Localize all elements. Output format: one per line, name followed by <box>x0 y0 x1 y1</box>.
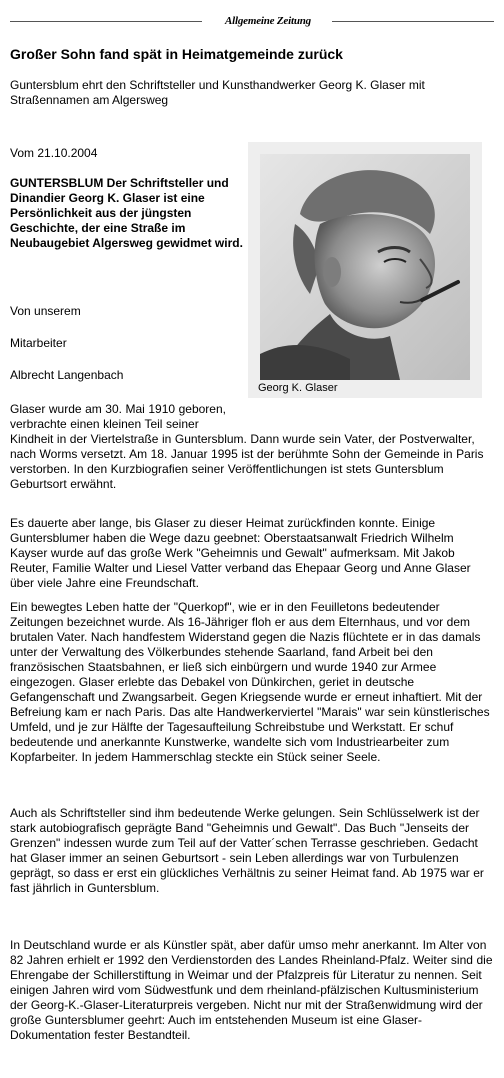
photo-caption: Georg K. Glaser <box>258 382 338 394</box>
paragraph-2: Es dauerte aber lange, bis Glaser zu dieser Heimat zurückfinden konnte. Einige Guntersblumer haben die Wege dazu geebnet: Oberstaatsanwalt Friedrich Wilhelm Kayser wurde auf das große Werk "Geheimnis und Gewalt" aufmerksam. Mit Jakob Reuter, Familie Walter und Liesel Vatter verband das Ehepaar Georg und Anne Glaser über viele Jahre eine Freundschaft. <box>10 516 471 590</box>
article-subtitle: Guntersblum ehrt den Schriftsteller und Kunsthandwerker Georg K. Glaser mit Straßennamen am Algersweg <box>10 78 425 107</box>
masthead <box>10 12 494 28</box>
newspaper-logo: Allgemeine Zeitung <box>225 15 311 27</box>
photo-frame <box>248 142 482 398</box>
paragraph-4: Auch als Schriftsteller sind ihm bedeutende Werke gelungen. Sein Schlüsselwerk ist der stark autobiografisch geprägte Band "Geheimnis und Gewalt". Das Buch "Jenseits der Grenzen" indessen wurde zum Teil auf der Vatter´schen Terrasse geschrieben. Gedacht hat Glaser immer an seinen Geburtsort - sein Leben allerdings war von Turbulenzen geprägt, so dass er erst ein glückliches Verhältnis zu seiner Heimat fand. Ab 1975 war er fast jährlich in Guntersblum. <box>10 806 484 895</box>
masthead-rule-right <box>332 21 494 22</box>
byline-line-1: Von unserem <box>10 304 81 318</box>
paragraph-1: Kindheit in der Viertelstraße in Guntersblum. Dann wurde sein Vater, der Postverwalter, nach Worms versetzt. Am 18. Januar 1995 ist der berühmte Sohn der Gemeinde in Paris verstorben. In den Kurzbiografien seiner Veröffentlichungen ist stets Guntersblum Geburtsort erwähnt. <box>10 432 484 491</box>
paragraph-1-start: Glaser wurde am 30. Mai 1910 geboren, verbrachte einen kleinen Teil seiner <box>10 402 226 431</box>
paragraph-3: Ein bewegtes Leben hatte der "Querkopf", wie er in den Feuilletons bedeutender Zeitungen bezeichnet wurde. Als 16-Jähriger floh er aus dem Elternhaus, und vor dem brutalen Vater. Nach handfestem Widerstand gegen die Nazis flüchtete er in das damals unter der Verwaltung des Völkerbundes stehende Saarland, fand Arbeit bei den französischen Staatsbahnen, er ließ sich einbürgern und wurde 1940 zur Armee eingezogen. Glaser erlebte das Debakel von Dünkirchen, geriet in deutsche Gefangenschaft und Zwangsarbeit. Gegen Kriegsende wurde er erneut inhaftiert. Mit der Befreiung kam er nach Paris. Das alte Handwerkerviertel "Marais" war sein künstlerisches Umfeld, und je zur Hälfte der Tagesaufteilung Schreibstube und Werkstatt. Er schuf bedeutende und anerkannte Kunstwerke, wandelte sich vom Industriearbeiter zum Kopfarbeiter. In jedem Hammerschlag steckte ein Stück seiner Seele. <box>10 600 490 764</box>
byline-line-2: Mitarbeiter <box>10 336 67 350</box>
article-date: Vom 21.10.2004 <box>10 146 98 160</box>
paragraph-5: In Deutschland wurde er als Künstler spät, aber dafür umso mehr anerkannt. Im Alter von 82 Jahren erhielt er 1992 den Verdienstorden des Landes Rheinland-Pfalz. Weiter sind die Ehrengabe der Schillerstiftung in Weimar und der Pfalzpreis für Literatur zu nennen. Seit einigen Jahren wird vom Südwestfunk und dem rheinland-pfälzischen Kultusministerium der Georg-K.-Glaser-Literaturpreis vergeben. Nicht nur mit der Straßenwidmung wird der große Guntersblumer geehrt: Auch im entstehenden Museum ist eine Glaser-Dokumentation fester Bestandteil. <box>10 938 493 1042</box>
byline-author: Albrecht Langenbach <box>10 368 124 382</box>
article-lead: GUNTERSBLUM Der Schriftsteller und Dinandier Georg K. Glaser ist eine Persönlichkeit aus der jüngsten Geschichte, der eine Straße im Neubaugebiet Algersweg gewidmet wird. <box>10 176 243 250</box>
masthead-rule-left <box>10 21 202 22</box>
portrait-illustration <box>260 154 470 380</box>
portrait-photo <box>260 154 470 380</box>
article-headline: Großer Sohn fand spät in Heimatgemeinde zurück <box>10 46 343 62</box>
